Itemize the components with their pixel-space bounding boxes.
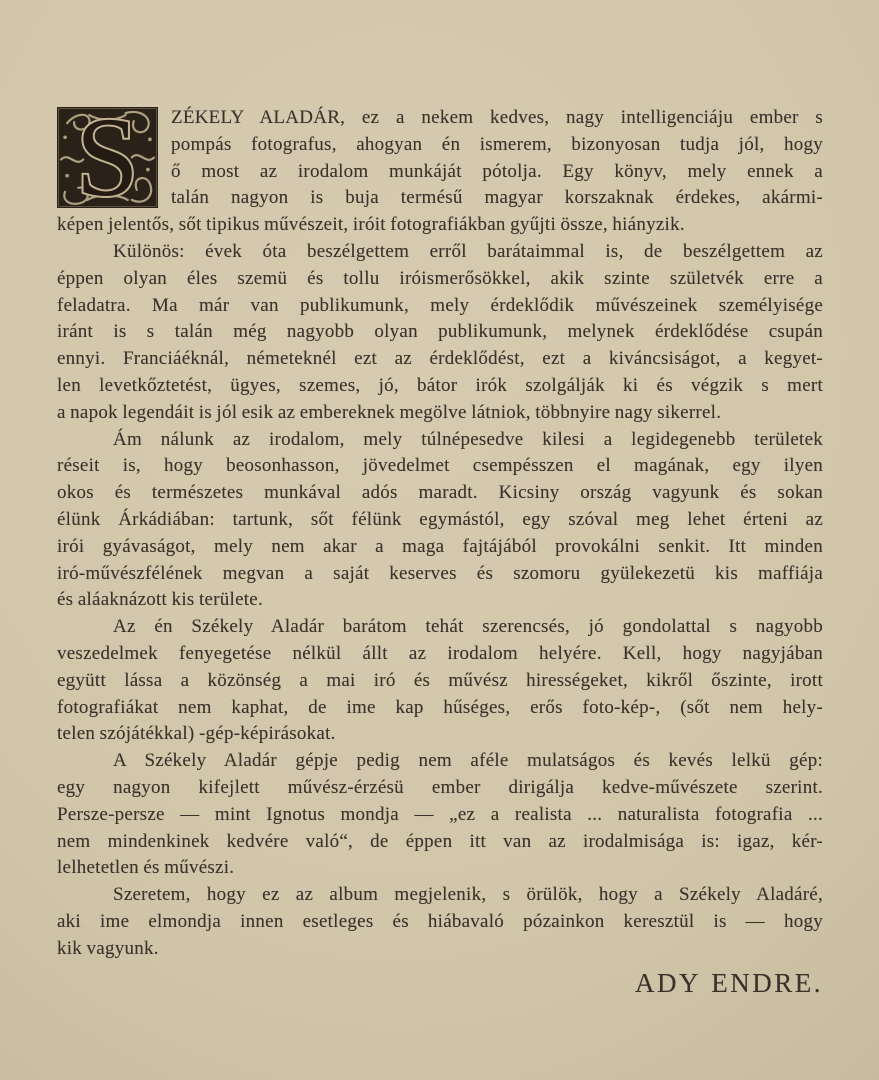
text-line: együtt lássa a közönség a mai iró és művész hirességeket, kikről őszinte, irott [57,669,823,691]
text-line: és aláaknázott kis területe. [57,589,263,611]
text-line: ennyi. Franciáéknál, németeknél ezt az érdeklődést, ezt a kiváncsiságot, a kegyet- [57,348,823,370]
text-line: Az én Székely Aladár barátom tehát szerencsés, jó gondolattal s nagyobb [113,616,823,638]
text-line: Különös: évek óta beszélgettem erről barátaimmal is, de beszélgettem az [113,240,823,262]
text-line: veszedelmek fenyegetése nélkül állt az irodalom helyére. Kell, hogy nagyjában [57,642,823,664]
text-line: ZÉKELY ALADÁR, ez a nekem kedves, nagy intelligenciáju ember s [171,107,823,128]
text-line: kik vagyunk. [57,937,159,959]
text-line: lelhetetlen és művészi. [57,857,235,879]
text-line: Persze-persze — mint Ignotus mondja — „ez a realista ... naturalista fotografia ... [57,803,823,825]
drop-cap-letter: S [75,107,140,208]
paragraph [57,614,823,748]
author-signature: ADY ENDRE. [635,967,823,998]
text-line: len levetkőztetést, ügyes, szemes, jó, bátor irók szolgálják ki és végzik s mert [57,374,823,396]
text-line: iránt is s talán még nagyobb olyan publikumunk, melynek érdeklődése csupán [57,321,823,343]
text-line: fotografiákat nem kaphat, de ime kap hűséges, erős foto-kép-, (sőt nem hely- [57,696,823,718]
paragraph [57,882,823,962]
paragraph [57,427,823,615]
paragraph [57,105,823,239]
paragraph [57,748,823,882]
drop-cap-box [57,107,158,208]
text-line: okos és természetes munkával adós maradt. Kicsiny ország vagyunk és sokan [57,482,823,504]
text-line: a napok legendáit is jól esik az embereknek megölve látniok, többnyire nagy sikerrel. [57,401,722,423]
page-text [57,105,823,998]
text-line: iró-művészfélének megvan a saját keserves és szomoru gyülekezetü kis maffiája [57,562,823,584]
text-line: irói gyávaságot, mely nem akar a maga fajtájából provokálni senkit. Itt minden [57,535,823,557]
paragraph [57,239,823,427]
text-line: élünk Árkádiában: tartunk, sőt félünk egymástól, egy szóval meg lehet érteni az [57,508,823,530]
text-line: A Székely Aladár gépje pedig nem aféle mulatságos és kevés lelkü gép: [113,750,823,772]
text-line: telen szójátékkal) -gép-képirásokat. [57,723,336,745]
text-line: nem mindenkinek kedvére való“, de éppen itt van az irodalmisága is: igaz, kér- [57,830,823,852]
text-line: egy nagyon kifejlett művész-érzésü ember dirigálja kedve-művészete szerint. [57,776,823,798]
text-line: ő most az irodalom munkáját pótolja. Egy könyv, mely ennek a [171,160,823,182]
text-line: réseit is, hogy beosonhasson, jövedelmet csempésszen el magának, egy ilyen [57,455,823,477]
text-line: pompás fotografus, ahogyan én ismerem, bizonyosan tudja jól, hogy [171,133,823,155]
text-line: Szeretem, hogy ez az album megjelenik, s örülök, hogy a Székely Aladáré, [113,884,823,906]
drop-cap-initial [57,107,158,208]
text-line: Ám nálunk az irodalom, mely túlnépesedve kilesi a legidegenebb területek [113,428,823,450]
text-line: éppen olyan éles szemü és tollu iróismerősökkel, akik szinte születvék erre a [57,267,823,289]
text-line: talán nagyon is buja termésű magyar korszaknak érdekes, akármi- [171,187,823,209]
text-line: képen jelentős, sőt tipikus művészeit, iróit fotografiákban gyűjti össze, hiányzik. [57,214,685,236]
text-line: aki ime elmondja innen esetleges és hiábavaló pózainkon keresztül is — hogy [57,910,823,932]
text-line: feladatra. Ma már van publikumunk, mely érdeklődik művészeinek személyisége [57,294,823,316]
